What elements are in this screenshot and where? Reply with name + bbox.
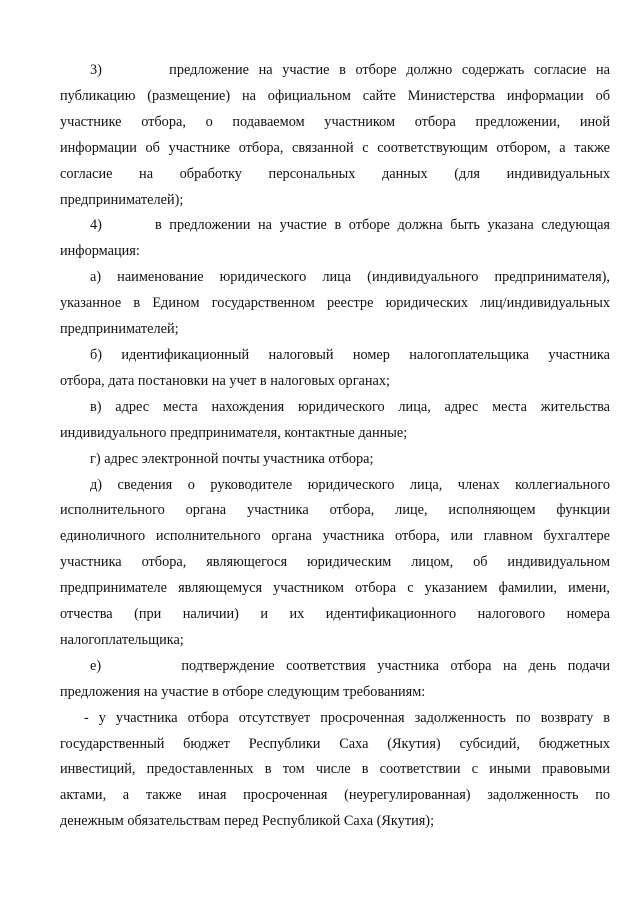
- text-line: в) адрес места нахождения юридического лица, адрес места жительства: [90, 398, 610, 415]
- text-line: согласие на обработку персональных данных (для индивидуальных: [60, 165, 610, 182]
- text-line: публикацию (размещение) на официальном сайте Министерства информации об: [60, 87, 610, 104]
- text-line: единоличного исполнительного органа участника отбора, или главном бухгалтере: [60, 528, 610, 545]
- text-line: участника отбора, являющегося юридическим лицом, об индивидуальном: [60, 554, 610, 571]
- text-line: предложения на участие в отборе следующим требованиям:: [60, 683, 426, 700]
- paragraph-item-4: [60, 213, 610, 265]
- text-line: участнике отбора, о подаваемом участником отбора предложении, иной: [60, 113, 610, 130]
- paragraph-subitem-v: [60, 395, 610, 447]
- text-line: индивидуального предпринимателя, контактные данные;: [60, 424, 408, 441]
- paragraph-subitem-e: [60, 654, 610, 706]
- text-line: а) наименование юридического лица (индивидуального предпринимателя),: [90, 269, 610, 286]
- text-line: исполнительного органа участника отбора, лице, исполняющем функции: [60, 502, 610, 519]
- text-line: денежным обязательствам перед Республикой Саха (Якутия);: [60, 813, 435, 830]
- paragraph-subitem-d: [60, 473, 610, 654]
- text-line: - у участника отбора отсутствует просроченная задолженность по возврату в: [84, 709, 610, 726]
- text-line: г) адрес электронной почты участника отбора;: [90, 450, 374, 467]
- text-line: 3) предложение на участие в отборе должно содержать согласие на: [90, 62, 610, 78]
- document-page: [60, 58, 610, 835]
- text-line: налогоплательщика;: [60, 631, 184, 648]
- text-line: 4) в предложении на участие в отборе должна быть указана следующая: [90, 217, 610, 234]
- paragraph-subitem-g: [60, 447, 610, 473]
- text-line: б) идентификационный налоговый номер налогоплательщика участника: [90, 346, 610, 363]
- text-line: информация:: [60, 243, 140, 260]
- paragraph-item-3: [60, 58, 610, 213]
- text-line: инвестиций, предоставленных в том числе в соответствии с иными правовыми: [60, 761, 610, 778]
- text-line: информации об участнике отбора, связанной с соответствующим отбором, а также: [60, 139, 610, 156]
- paragraph-subitem-a: [60, 265, 610, 343]
- text-line: отчества (при наличии) и их идентификационного налогового номера: [60, 606, 610, 623]
- text-line: предпринимателе являющемуся участником отбора с указанием фамилии, имени,: [60, 580, 610, 597]
- text-line: предпринимателей;: [60, 321, 179, 338]
- text-line: отбора, дата постановки на учет в налоговых органах;: [60, 372, 391, 389]
- text-line: государственный бюджет Республики Саха (Якутия) субсидий, бюджетных: [60, 735, 610, 752]
- text-line: е) подтверждение соответствия участника отбора на день подачи: [90, 657, 610, 674]
- text-line: д) сведения о руководителе юридического лица, членах коллегиального: [90, 476, 610, 493]
- text-line: актами, а также иная просроченная (неурегулированная) задолженность по: [60, 787, 610, 804]
- text-line: указанное в Едином государственном реестре юридических лиц/индивидуальных: [60, 295, 610, 312]
- text-line: предпринимателей);: [60, 191, 184, 208]
- paragraph-subitem-b: [60, 343, 610, 395]
- paragraph-requirement: [60, 706, 610, 836]
